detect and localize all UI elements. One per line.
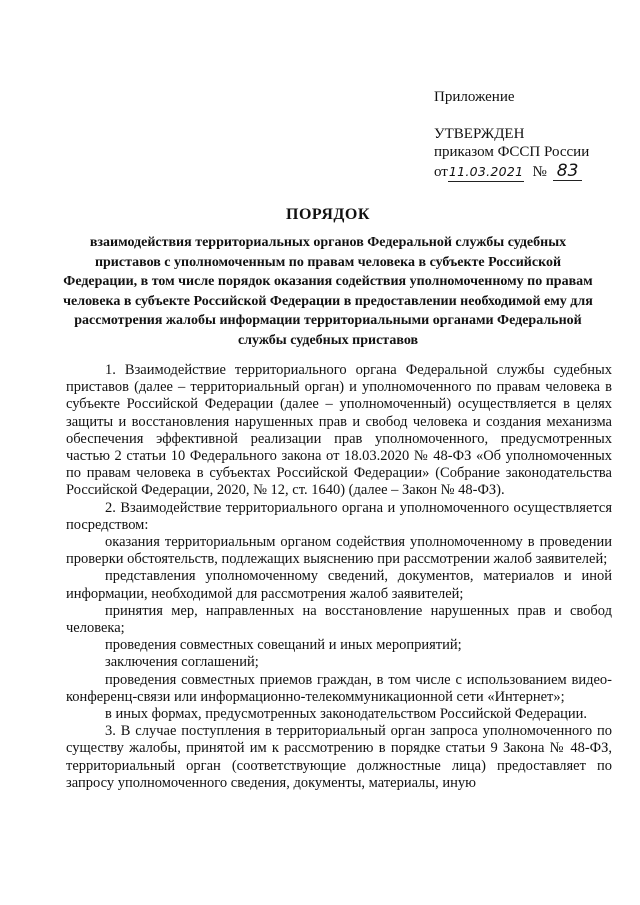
document-subtitle: взаимодействия территориальных органов Федеральной службы судебных приставов с уполномоченным по правам человека в субъекте Российской Федерации, в том числе порядок оказания содействия уполномоченному по правам человека в субъекте Российской Федерации в предоставлении необходимой ему для рассмотрения жалобы информации территориальными органами Федеральной службы судебных приставов (63, 235, 593, 348)
document-title-block (60, 206, 596, 350)
paragraph-10: 3. В случае поступления в территориальный орган запроса уполномоченного по существу жалобы, принятой им к рассмотрению в порядке статьи 9 Закона № 48-ФЗ, территориальный орган (соответствующие должностные лица) предоставляет по запросу уполномоченного сведения, документы, материалы, иную (66, 723, 612, 791)
paragraph-6: проведения совместных совещаний и иных мероприятий; (105, 637, 462, 654)
handwritten-date: 11.03.2021 (448, 163, 525, 183)
order-label: приказом ФССП России (434, 144, 590, 160)
document-title: ПОРЯДОК (286, 206, 370, 223)
approved-label: УТВЕРЖДЕН (434, 125, 525, 142)
from-label: от (434, 163, 448, 180)
paragraph-9: в иных формах, предусмотренных законодательством Российской Федерации. (105, 706, 588, 723)
number-label: № (532, 163, 547, 180)
paragraph-4: представления уполномоченному сведений, документов, материалов и иной информации, необходимой для рассмотрения жалоб заявителей; (66, 568, 612, 602)
paragraph-7: заключения соглашений; (105, 654, 259, 671)
appendix-label: Приложение (434, 89, 515, 105)
paragraph-5: принятия мер, направленных на восстановление нарушенных прав и свобод человека; (66, 602, 612, 637)
handwritten-number: 83 (553, 162, 583, 182)
approval-block (434, 88, 634, 182)
document-body (66, 362, 612, 792)
paragraph-3: оказания территориальным органом содействия уполномоченному в проведении проверки обстоятельств, подлежащих выяснению при рассмотрении жалоб заявителей; (66, 534, 612, 568)
paragraph-2: 2. Взаимодействие территориального органа и уполномоченного осуществляется посредством: (66, 499, 612, 533)
paragraph-1: 1. Взаимодействие территориального органа Федеральной службы судебных приставов (далее – территориальный орган) и уполномоченного по правам человека в субъекте Российской Федерации (далее – уполномоченный) осуществляется в целях защиты и восстановления нарушенных прав и свобод человека и создания механизма обеспечения эффективной реализации прав уполномоченного, предусмотренных частью 2 статьи 10 Федерального закона от 18.03.2020 № 48-ФЗ «Об уполномоченных по правам человека в субъектах Российской Федерации» (Собрание законодательства Российской Федерации, 2020, № 12, ст. 1640) (далее – Закон № 48-ФЗ). (66, 362, 612, 499)
order-number-line (434, 162, 634, 183)
paragraph-8: проведения совместных приемов граждан, в том числе с использованием видео-конференц-связи или информационно-телекоммуникационной сети «Интернет»; (66, 671, 612, 705)
